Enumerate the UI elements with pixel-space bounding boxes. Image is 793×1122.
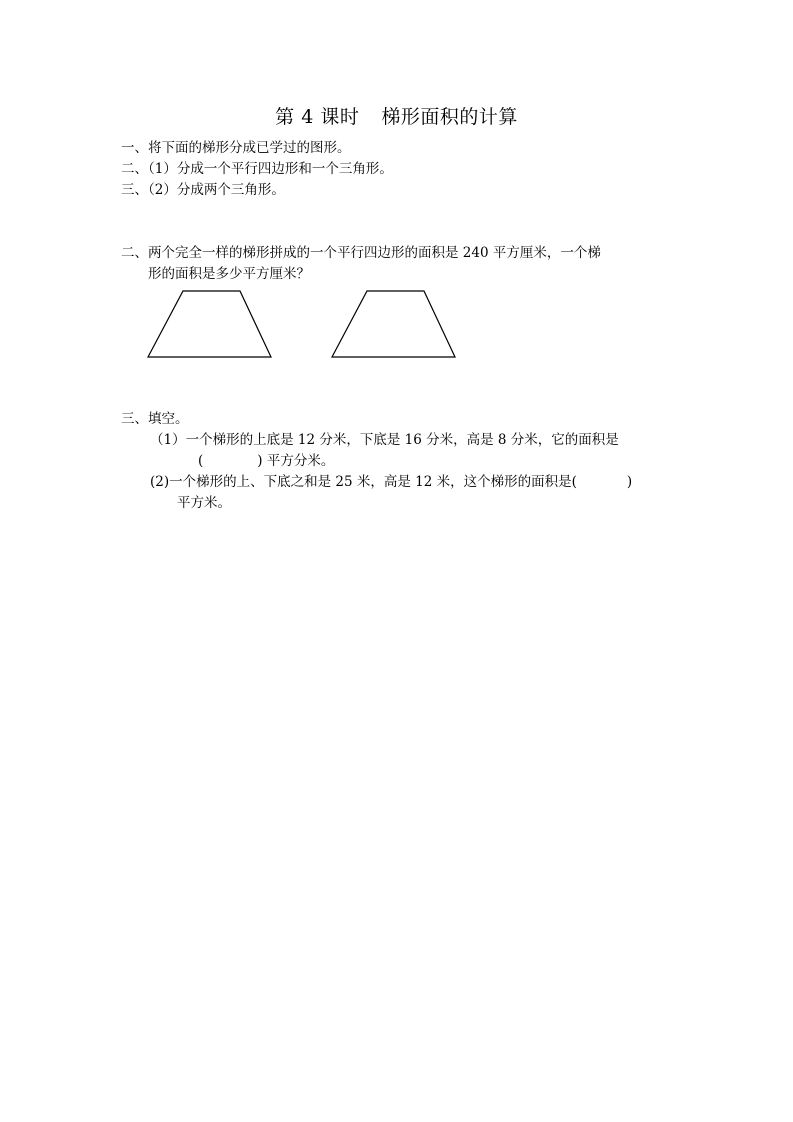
trapezoid-1 bbox=[148, 291, 271, 357]
section2-question-line-1: 二、两个完全一样的梯形拼成的一个平行四边形的面积是 240 平方厘米，一个梯 bbox=[121, 245, 601, 261]
section3-q1-line-1: （1）一个梯形的上底是 12 分米，下底是 16 分米，高是 8 分米，它的面积是 bbox=[150, 432, 619, 448]
q1-answer-open-paren: ( bbox=[198, 453, 204, 469]
trapezoid-2 bbox=[332, 291, 455, 357]
page-title bbox=[0, 104, 793, 130]
section3-heading: 三、填空。 bbox=[121, 411, 189, 427]
lesson-topic: 梯形面积的计算 bbox=[381, 106, 518, 128]
section3-q2-line-1 bbox=[150, 472, 632, 492]
section1-line-1: 一、将下面的梯形分成已学过的图形。 bbox=[121, 140, 351, 156]
section1-line-2: 二、（1）分成一个平行四边形和一个三角形。 bbox=[121, 161, 393, 177]
section3-q1-line-2 bbox=[198, 451, 334, 471]
q1-unit: 平方分米。 bbox=[266, 453, 335, 469]
section3-q2-line-2: 平方米。 bbox=[177, 495, 231, 511]
section2-question-line-2: 形的面积是多少平方厘米？ bbox=[148, 266, 310, 282]
q2-answer-close-paren: ) bbox=[626, 474, 633, 490]
lesson-label: 第 4 课时 bbox=[275, 106, 360, 128]
section1-line-3: 三、（2）分成两个三角形。 bbox=[121, 182, 285, 198]
q2-text: (2)一个梯形的上、下底之和是 25 米，高是 12 米，这个梯形的面积是( bbox=[150, 474, 577, 490]
q1-answer-close-paren: ) bbox=[257, 453, 263, 469]
trapezoid-figures bbox=[140, 284, 470, 364]
